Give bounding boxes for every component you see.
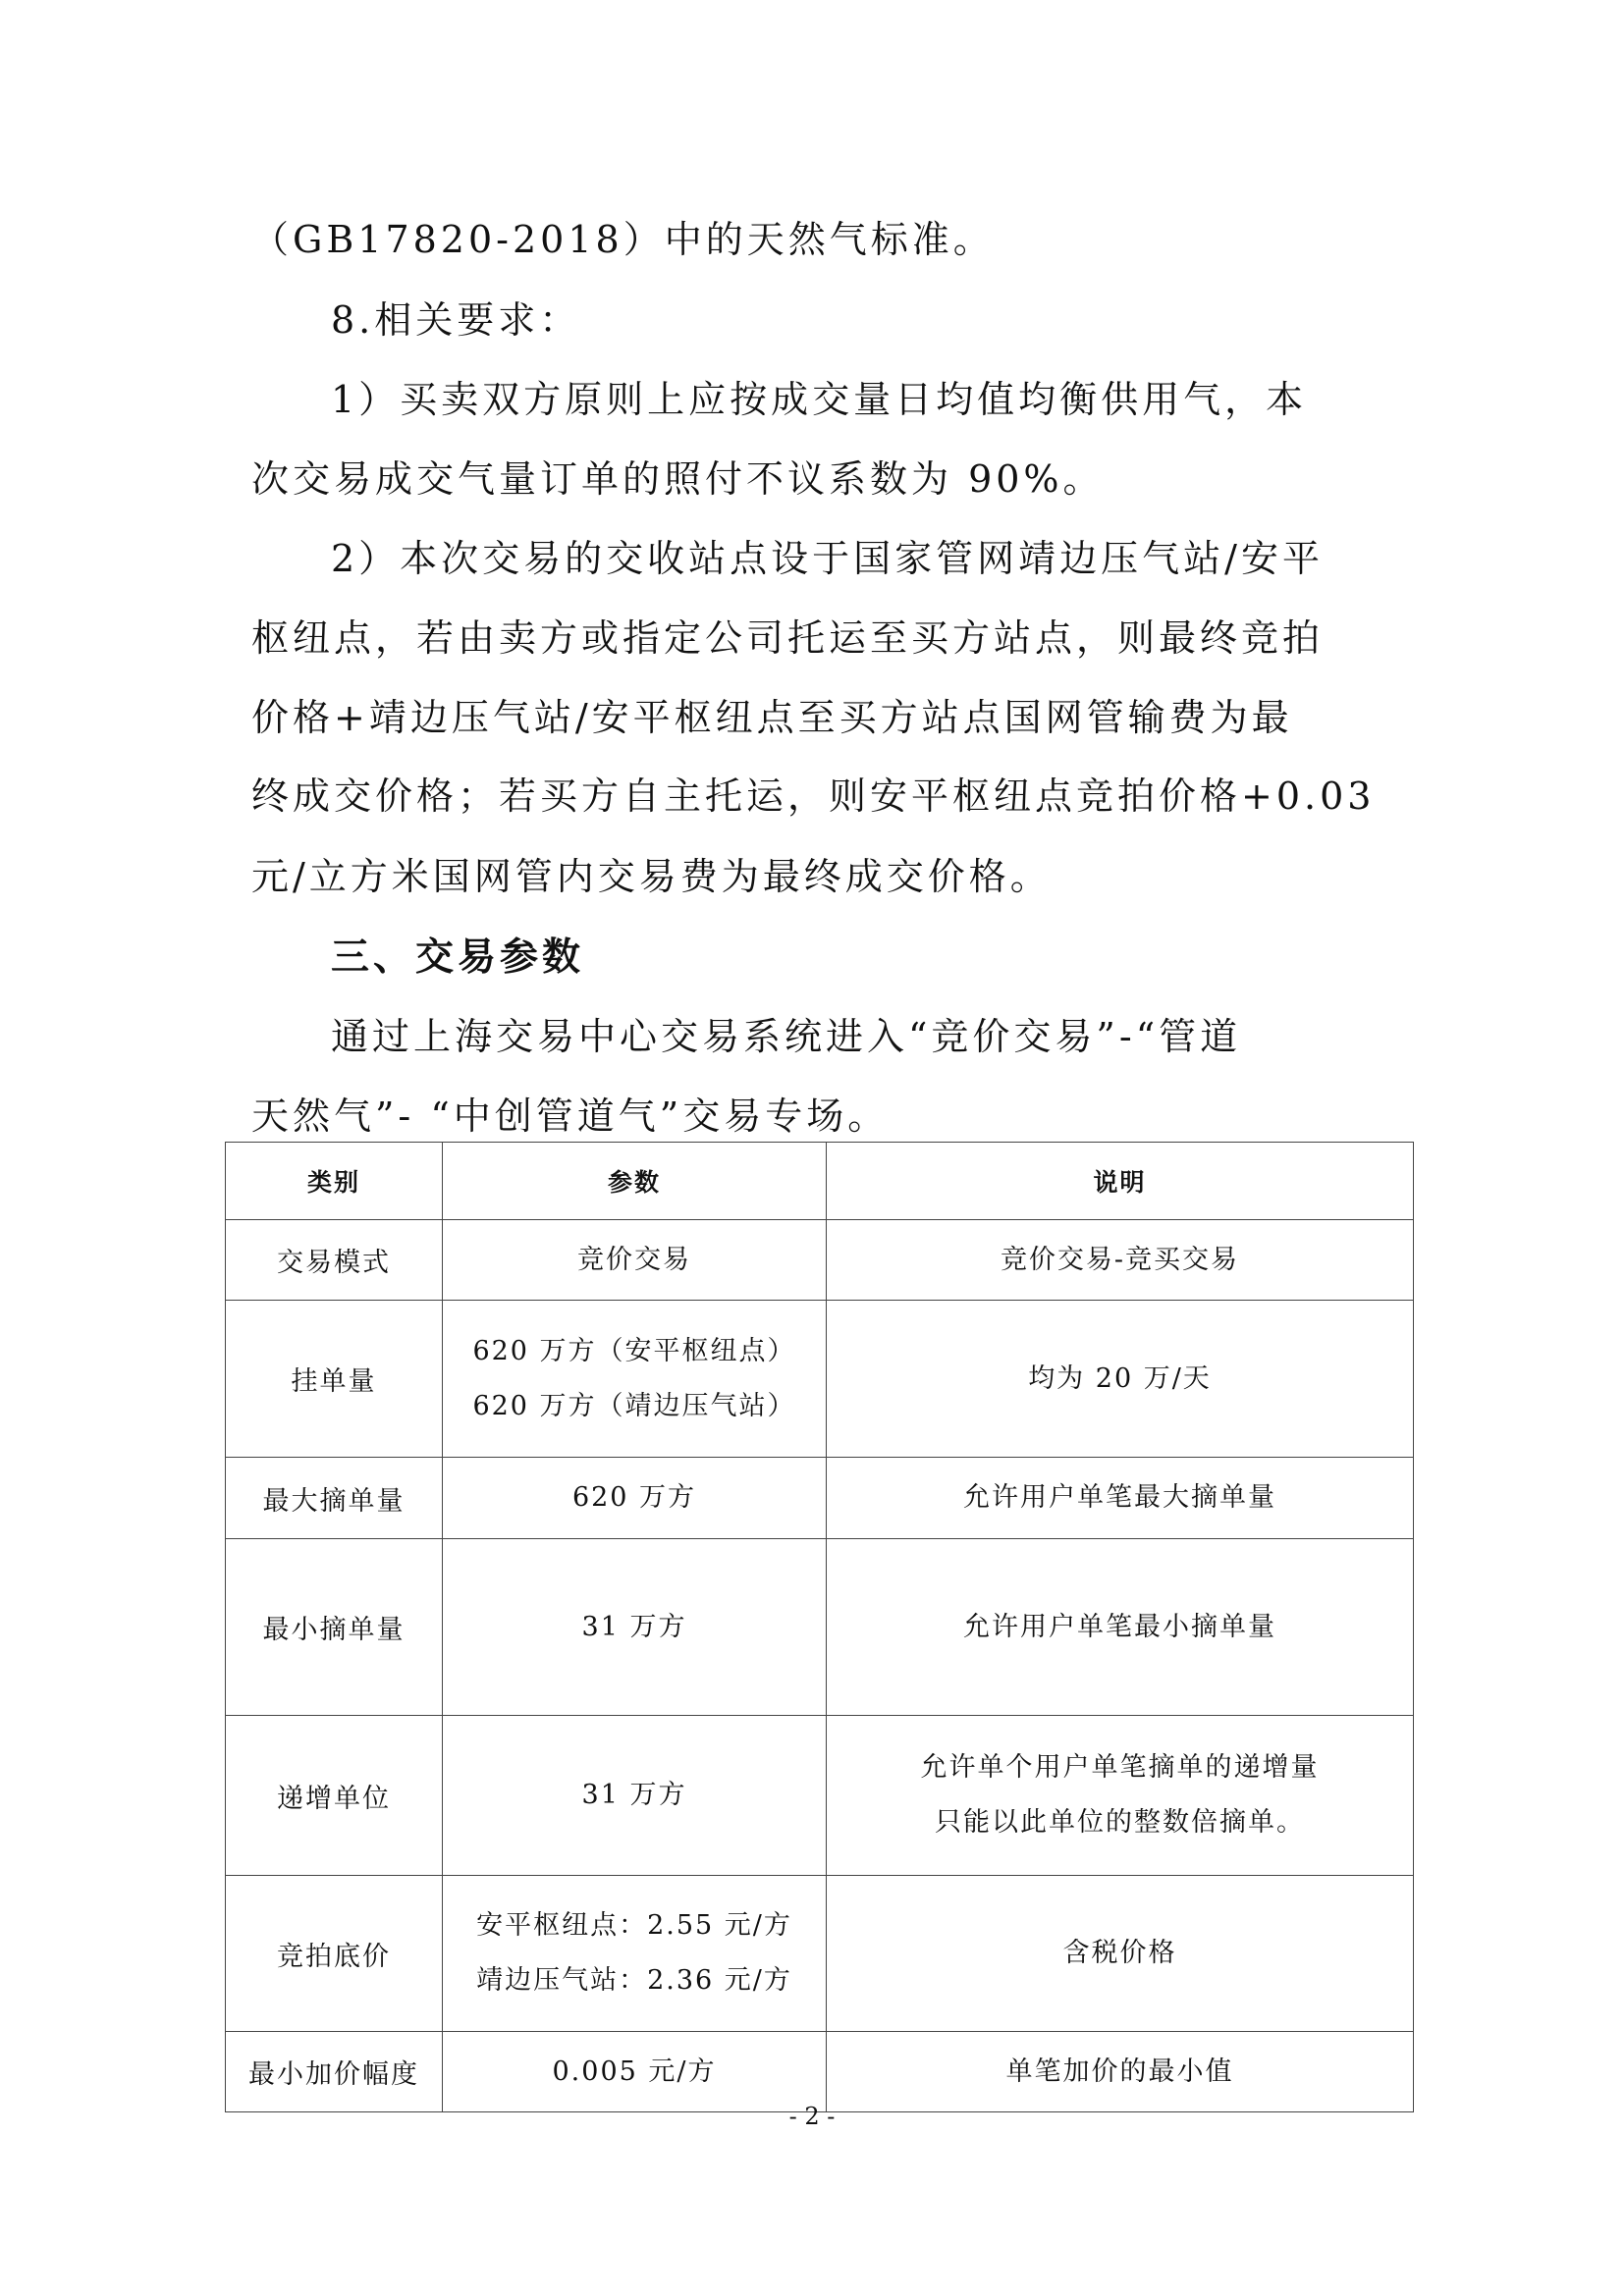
page-number: - 2 - (788, 2103, 836, 2130)
table-row (226, 1220, 1414, 1301)
cell-line: 只能以此单位的整数倍摘单。 (935, 1807, 1305, 1838)
cell-line: 620 万方 (571, 1482, 697, 1513)
paragraph-line: （GB17820-2018）中的天然气标准。 (251, 218, 995, 261)
cell-line: 安平枢纽点：2.55 元/方 (476, 1910, 792, 1941)
intro-line: 通过上海交易中心交易系统进入“竞价交易”-“管道 (331, 1015, 1242, 1058)
paragraph-line: 2）本次交易的交收站点设于国家管网靖边压气站/安平 (331, 537, 1324, 580)
intro-line: 天然气”- “中创管道气”交易专场。 (251, 1095, 890, 1138)
cell-category: 递增单位 (226, 1716, 443, 1876)
cell-category: 最大摘单量 (226, 1458, 443, 1539)
header-notes: 说明 (827, 1143, 1414, 1220)
table-header-row (226, 1143, 1414, 1220)
table-row (226, 1458, 1414, 1539)
paragraph-line: 元/立方米国网管内交易费为最终成交价格。 (251, 855, 1052, 898)
cell-line: 31 万方 (581, 1780, 687, 1810)
header-params: 参数 (443, 1143, 827, 1220)
cell-line: 竞价交易-竞买交易 (1000, 1244, 1240, 1275)
paragraph-line: 次交易成交气量订单的照付不议系数为 90%。 (251, 457, 1105, 501)
cell-category: 竞拍底价 (226, 1876, 443, 2032)
cell-notes (827, 1876, 1414, 2032)
cell-category: 交易模式 (226, 1220, 443, 1301)
cell-params (443, 1716, 827, 1876)
table-row (226, 1539, 1414, 1716)
table-row (226, 2032, 1414, 2112)
cell-line: 允许单个用户单笔摘单的递增量 (920, 1752, 1320, 1783)
paragraph-line: 1）买卖双方原则上应按成交量日均值均衡供用气，本 (331, 378, 1308, 421)
cell-notes (827, 1716, 1414, 1876)
cell-notes (827, 1539, 1414, 1716)
paragraph-line: 8.相关要求： (331, 298, 581, 342)
table-row (226, 1716, 1414, 1876)
cell-line: 竞价交易 (577, 1244, 691, 1275)
parameter-table (225, 1142, 1414, 2112)
cell-notes (827, 1220, 1414, 1301)
cell-params (443, 1539, 827, 1716)
cell-line: 含税价格 (1062, 1938, 1177, 1968)
cell-line: 620 万方（靖边压气站） (472, 1390, 796, 1421)
cell-params (443, 1876, 827, 2032)
cell-line: 620 万方（安平枢纽点） (472, 1335, 796, 1366)
cell-category: 最小摘单量 (226, 1539, 443, 1716)
cell-line: 0.005 元/方 (552, 2056, 717, 2087)
cell-params (443, 2032, 827, 2112)
cell-category: 挂单量 (226, 1301, 443, 1458)
cell-line: 均为 20 万/天 (1028, 1362, 1212, 1394)
cell-params (443, 1301, 827, 1458)
cell-notes (827, 1458, 1414, 1539)
cell-notes (827, 1301, 1414, 1458)
cell-line: 靖边压气站：2.36 元/方 (476, 1965, 792, 1996)
paragraph-line: 枢纽点，若由卖方或指定公司托运至买方站点，则最终竞拍 (251, 616, 1325, 660)
cell-category: 最小加价幅度 (226, 2032, 443, 2112)
header-category: 类别 (226, 1143, 443, 1220)
paragraph-line: 价格+靖边压气站/安平枢纽点至买方站点国网管输费为最 (251, 696, 1293, 739)
table-row (226, 1301, 1414, 1458)
paragraph-line: 终成交价格；若买方自主托运，则安平枢纽点竞拍价格+0.03 (251, 774, 1376, 818)
cell-params (443, 1220, 827, 1301)
table-row (226, 1876, 1414, 2032)
cell-line: 单笔加价的最小值 (1005, 2056, 1234, 2087)
cell-line: 允许用户单笔最小摘单量 (963, 1611, 1276, 1642)
section-heading: 三、交易参数 (331, 935, 585, 980)
cell-params (443, 1458, 827, 1539)
cell-line: 允许用户单笔最大摘单量 (963, 1482, 1276, 1513)
cell-line: 31 万方 (581, 1611, 687, 1642)
cell-notes (827, 2032, 1414, 2112)
